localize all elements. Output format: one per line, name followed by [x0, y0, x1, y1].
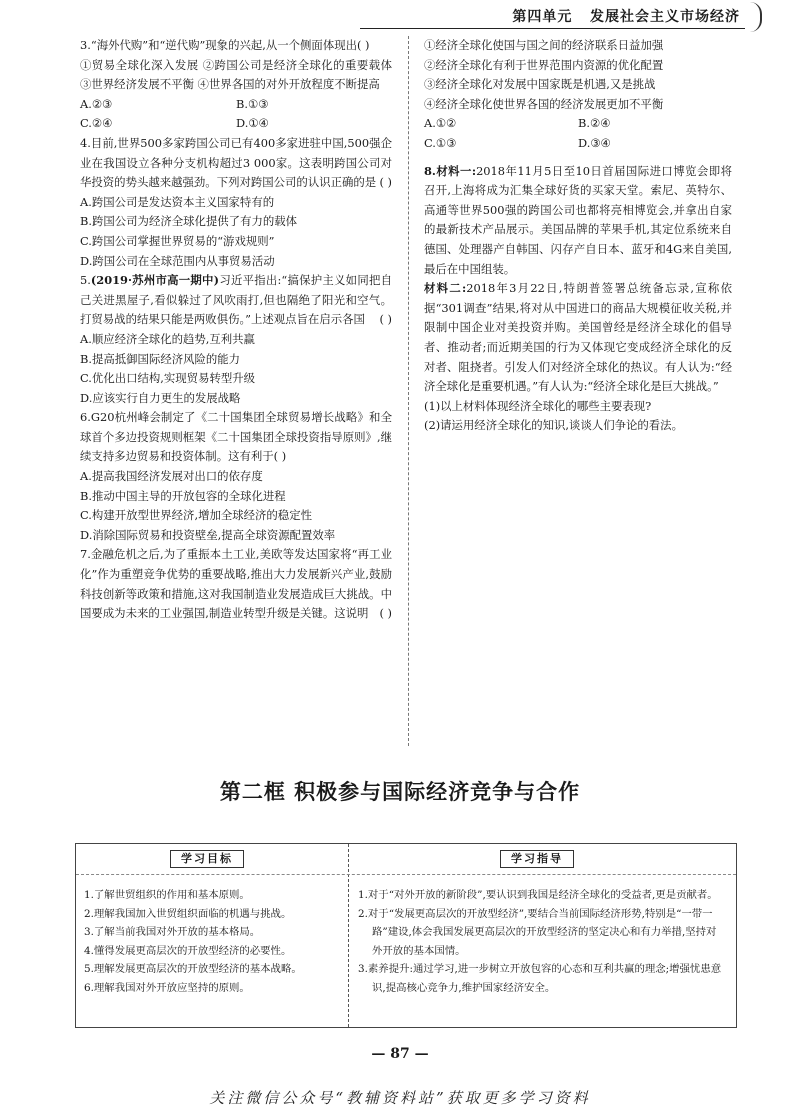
option-b: B.①③ — [236, 96, 269, 111]
column-divider — [408, 36, 409, 746]
option-a: A.②③ — [80, 96, 113, 111]
option-d: D.跨国公司在全球范围内从事贸易活动 — [80, 253, 275, 268]
question-source: (2019·苏州市高一期中) — [90, 273, 220, 288]
unit-label: 第四单元 — [512, 9, 573, 25]
list-item: 3.了解当前我国对外开放的基本格局。 — [84, 926, 261, 938]
option-b: B.推动中国主导的开放包容的全球化进程 — [80, 488, 286, 503]
header-rule — [360, 28, 745, 29]
option-d: D.消除国际贸易和投资壁垒,提高全球资源配置效率 — [80, 527, 336, 542]
guide-label: 学习指导 — [500, 850, 574, 868]
question-stem: 3.“海外代购”和“逆代购”现象的兴起,从一个侧面体现出( ) — [80, 38, 370, 52]
option-b: B.②④ — [578, 116, 611, 131]
option-d: D.①④ — [236, 116, 269, 131]
question-7-continued — [424, 36, 732, 154]
section-title: 第二框 积极参与国际经济竞争与合作 — [219, 780, 581, 804]
list-item: 3.素养提升:通过学习,进一步树立开放包容的心态和互利共赢的理念;增强忧患意识,提高核心竞争力,维护国家经济安全。 — [358, 963, 722, 994]
answer-bracket: ( ) — [379, 175, 392, 190]
option-c: C.跨国公司掌握世界贸易的“游戏规则” — [80, 233, 275, 248]
material-2-text: 2018年3月22日,特朗普签署总统备忘录,宣称依据“301调查”结果,将对从中国进口的商品大规模征收关税,并限制中国企业对美投资并购。美国曾经是经济全球化的倡导者、推动者;而近期美国的行为又体现它变成经济全球化的反对者、阻挠者。引发人们对经济全球化的热议。有人认为:“经济全球化是重要机遇。”有人认为:“经济全球化是巨大挑战。” — [424, 281, 732, 394]
list-item: 5.理解发展更高层次的开放型经济的基本战略。 — [84, 963, 302, 975]
list-item: 2.理解我国加入世贸组织面临的机遇与挑战。 — [84, 907, 292, 920]
question-7 — [80, 545, 392, 623]
option-c: C.优化出口结构,实现贸易转型升级 — [80, 371, 256, 386]
question-number: 5. — [80, 273, 91, 288]
list-item: 1.对于“对外开放的新阶段”,要认识到我国是经济全球化的受益者,更是贡献者。 — [358, 889, 718, 901]
answer-bracket: ( ) — [379, 606, 392, 621]
question-4 — [80, 134, 392, 271]
question-8 — [424, 162, 732, 436]
running-header — [512, 6, 740, 26]
option-c: C.②④ — [80, 116, 113, 131]
right-column — [424, 36, 732, 436]
option-d: D.应该实行自力更生的发展战略 — [80, 390, 241, 405]
option-d: D.③④ — [578, 135, 611, 150]
list-item: 4.懂得发展更高层次的开放型经济的必要性。 — [84, 944, 292, 957]
statement: ④经济全球化使世界各国的经济发展更加不平衡 — [424, 96, 664, 111]
option-c: C.①③ — [424, 135, 457, 150]
page-number: — 87 — — [371, 1046, 429, 1062]
question-stem: 6.G20杭州峰会制定了《二十国集团全球贸易增长战略》和全球首个多边投资规则框架《二十国集团全球投资指导原则》,继续支持多边贸易和投资体制。这有利于( ) — [80, 410, 392, 464]
question-stem: 7.金融危机之后,为了重振本土工业,美欧等发达国家将“再工业化”作为重塑竞争优势的重要战略,推出大力发展新兴产业,鼓励科技创新等政策和措施,这对我国制造业发展造成巨大挑战。中国要成为未来的工业强国,制造业转型升级是关键。这说明 — [80, 547, 392, 621]
study-box — [75, 843, 737, 1028]
option-a: A.顺应经济全球化的趋势,互利共赢 — [80, 331, 255, 346]
left-column — [80, 36, 392, 624]
question-3 — [80, 36, 392, 134]
question-stem: 习近平指出:“搞保护主义如同把自己关进黑屋子,看似躲过了风吹雨打,但也隔绝了阳光和空气。打贸易战的结果只能是两败俱伤。”上述观点旨在启示各国 — [80, 273, 392, 327]
question-statements: ①贸易全球化深入发展 ②跨国公司是经济全球化的重要载体 ③世界经济发展不平衡 ④世界各国的对外开放程度不断提高 — [80, 57, 392, 92]
material-2-label: 材料二: — [424, 281, 467, 296]
answer-bracket: ( ) — [379, 312, 392, 327]
goals-label: 学习目标 — [170, 850, 244, 868]
unit-title: 发展社会主义市场经济 — [590, 9, 740, 25]
question-5 — [80, 271, 392, 408]
box-divider — [348, 844, 349, 1027]
statement: ②经济全球化有利于世界范围内资源的优化配置 — [424, 57, 664, 72]
sub-question-1: (1)以上材料体现经济全球化的哪些主要表现? — [424, 398, 652, 413]
question-6 — [80, 408, 392, 545]
option-b: B.提高抵御国际经济风险的能力 — [80, 351, 241, 366]
option-a: A.跨国公司是发达资本主义国家特有的 — [80, 194, 275, 209]
header-ornament — [750, 2, 762, 32]
sub-question-2: (2)请运用经济全球化的知识,谈谈人们争论的看法。 — [424, 418, 683, 433]
box-rule — [76, 874, 736, 875]
guide-list — [358, 886, 724, 997]
list-item: 1.了解世贸组织的作用和基本原则。 — [84, 889, 250, 901]
list-item: 2.对于“发展更高层次的开放型经济”,要结合当前国际经济形势,特别是“一带一路”建设,体会我国发展更高层次的开放型经济的坚定决心和有力举措,坚持对外开放的基本国情。 — [358, 907, 717, 957]
option-c: C.构建开放型世界经济,增加全球经济的稳定性 — [80, 508, 312, 523]
option-a: A.提高我国经济发展对出口的依存度 — [80, 469, 263, 484]
statement: ③经济全球化对发展中国家既是机遇,又是挑战 — [424, 77, 656, 92]
list-item: 6.理解我国对外开放应坚持的原则。 — [84, 981, 250, 994]
option-b: B.跨国公司为经济全球化提供了有力的载体 — [80, 214, 298, 229]
material-1-label: 8.材料一: — [424, 163, 477, 178]
goals-list — [84, 886, 342, 997]
footer-note: 关注微信公众号“教辅资料站”获取更多学习资料 — [209, 1089, 591, 1107]
statement: ①经济全球化使国与国之间的经济联系日益加强 — [424, 38, 664, 52]
question-stem: 4.目前,世界500多家跨国公司已有400多家进驻中国,500强企业在我国设立各种分支机构超过3 000家。这表明跨国公司对华投资的势头越来越强劲。下列对跨国公司的认识正确的是 — [80, 135, 392, 190]
option-a: A.①② — [424, 116, 457, 131]
material-1-text: 2018年11月5日至10日首届国际进口博览会即将召开,上海将成为汇集全球好货的买家天堂。索尼、英特尔、高通等世界500强的跨国公司也都将亮相博览会,并拿出自家的最新技术产品展示。美国品牌的苹果手机,其定位系统来自德国、处理器产自韩国、闪存产自日本、蓝牙和4G来自美国,最后在中国组装。 — [424, 163, 732, 276]
